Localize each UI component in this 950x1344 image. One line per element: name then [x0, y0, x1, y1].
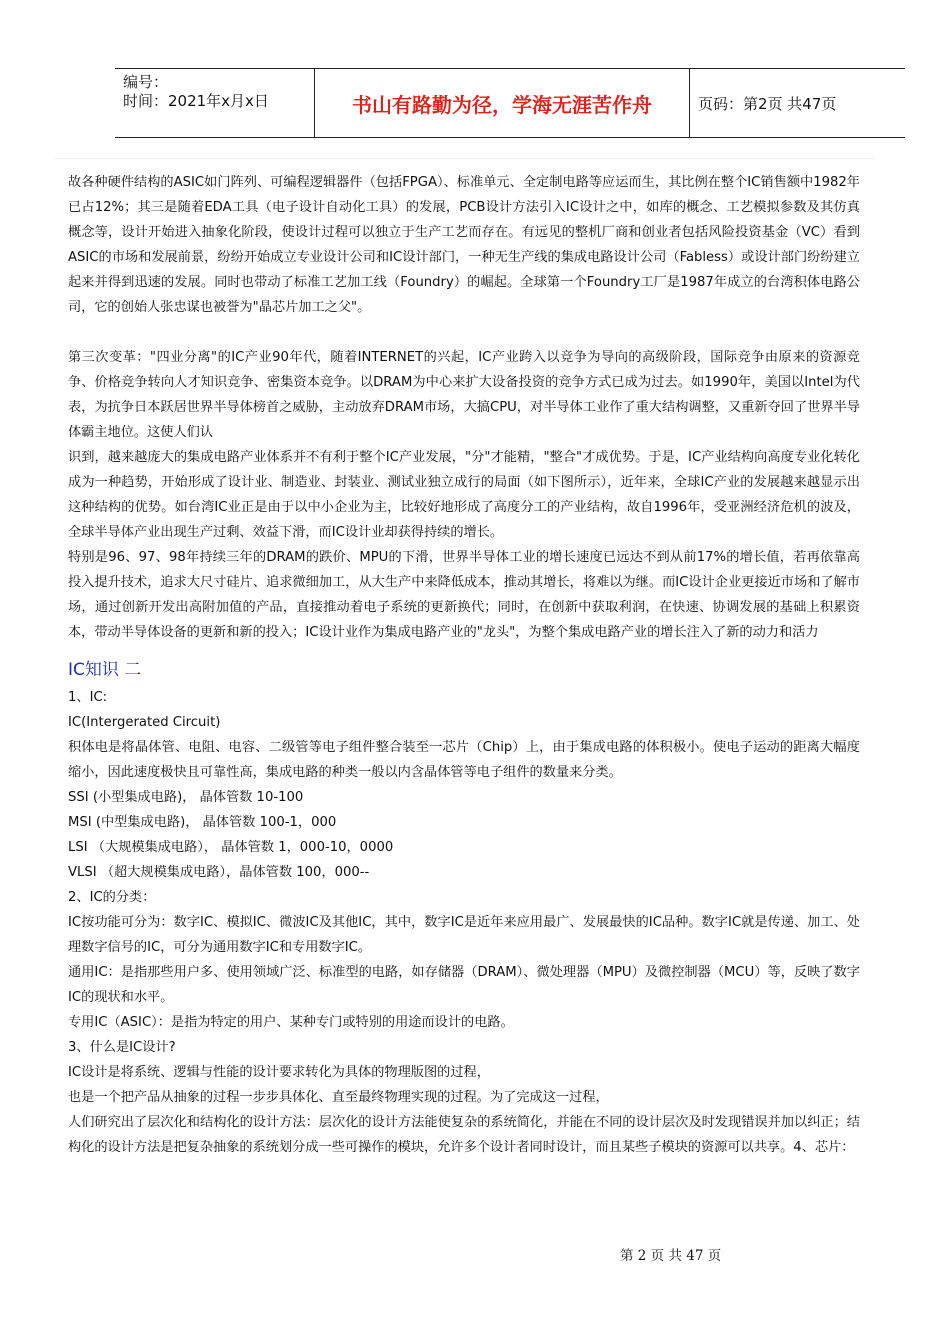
spacer: [68, 320, 860, 345]
line-msi: MSI (中型集成电路)， 晶体管数 100-1，000: [68, 815, 337, 830]
number-label: 编号：: [123, 73, 169, 91]
line-ic-design-2: 也是一个把产品从抽象的过程一步步具体化、直至最终物理实现的过程。为了完成这一过程，: [68, 1090, 609, 1105]
top-divider: [55, 158, 875, 159]
paragraph-1: 故各种硬件结构的ASIC如门阵列、可编程逻辑器件（包括FPGA）、标准单元、全定制电路等应运而生，其比例在整个IC销售额中1982年已占12%；其三是随着EDA工具（电子设计自动化工具）的发展，PCB设计方法引入IC设计之中，如库的概念、工艺模拟参数及其仿真概念等，设计开始进入抽象化阶段，使设计过程可以独立于生产工艺而存在。有远见的整机厂商和创业者包括风险投资基金（VC）看到ASIC的市场和发展前景，纷纷开始成立专业设计公司和IC设计部门，一种无生产线的集成电路设计公司（Fabless）或设计部门纷纷建立起来并得到迅速的发展。同时也带动了标准工艺加工线（Foundry）的崛起。全球第一个Foundry工厂是1987年成立的台湾积体电路公司，它的创始人张忠谋也被誉为"晶芯片加工之父"。: [68, 175, 860, 315]
line-vlsi: VLSI （超大规模集成电路），晶体管数 100，000--: [68, 865, 370, 880]
document-body: [68, 170, 860, 1160]
line-ic-design-3: 人们研究出了层次化和结构化的设计方法：层次化的设计方法能使复杂的系统简化，并能在不同的设计层次及时发现错误并加以纠正；结构化的设计方法是把复杂抽象的系统划分成一些可操作的模块，允许多个设计者同时设计，而且某些子模块的资源可以共享。4、芯片：: [68, 1115, 860, 1155]
line-ic-definition: 积体电是将晶体管、电阻、电容、二级管等电子组件整合装至一芯片（Chip）上，由于集成电路的体积极小。使电子运动的距离大幅度缩小，因此速度极快且可靠性高，集成电路的种类一般以内含晶体管等电子组件的数量来分类。: [68, 740, 860, 780]
header-meta: [115, 69, 315, 137]
line-ic-design-heading: 3、什么是IC设计?: [68, 1040, 176, 1055]
line-ic-heading: 1、IC:: [68, 690, 108, 705]
line-lsi: LSI （大规模集成电路）， 晶体管数 1，000-10，0000: [68, 840, 394, 855]
line-classification: IC按功能可分为：数字IC、模拟IC、微波IC及其他IC，其中，数字IC是近年来应用最广、发展最快的IC品种。数字IC就是传递、加工、处理数字信号的IC，可分为通用数字IC和专用数字IC。: [68, 915, 860, 955]
line-asic: 专用IC（ASIC）：是指为特定的用户、某种专门或特别的用途而设计的电路。: [68, 1015, 514, 1030]
paragraph-2: 第三次变革："四业分离"的IC产业90年代，随着INTERNET的兴起，IC产业跨入以竞争为导向的高级阶段，国际竞争由原来的资源竞争、价格竞争转向人才知识竞争、密集资本竞争。以DRAM为中心来扩大设备投资的竞争方式已成为过去。如1990年，美国以Intel为代表，为抗争日本跃居世界半导体榜首之威胁，主动放弃DRAM市场，大搞CPU，对半导体工业作了重大结构调整，又重新夺回了世界半导体霸主地位。这使人们认: [68, 350, 860, 440]
time-label: 时间：2021年x月x日: [123, 92, 269, 110]
paragraph-4: 特别是96、97、98年持续三年的DRAM的跌价、MPU的下滑，世界半导体工业的增长速度已远达不到从前17%的增长值，若再依靠高投入提升技术，追求大尺寸硅片、追求微细加工，从大生产中来降低成本，推动其增长，将难以为继。而IC设计企业更接近市场和了解市场，通过创新开发出高附加值的产品，直接推动着电子系统的更新换代；同时，在创新中获取利润，在快速、协调发展的基础上积累资本，带动半导体设备的更新和新的投入；IC设计业作为集成电路产业的"龙头"，为整个集成电路产业的增长注入了新的动力和活力: [68, 550, 860, 640]
line-ssi: SSI (小型集成电路)， 晶体管数 10-100: [68, 790, 304, 805]
page-header: [115, 68, 905, 138]
section-title: IC知识 二: [68, 660, 142, 680]
line-ic-fullname: IC(Intergerated Circuit): [68, 715, 221, 730]
header-motto: 书山有路勤为径，学海无涯苦作舟: [315, 69, 690, 137]
line-ic-design-1: IC设计是将系统、逻辑与性能的设计要求转化为具体的物理版图的过程，: [68, 1065, 490, 1080]
paragraph-3: 识到，越来越庞大的集成电路产业体系并不有利于整个IC产业发展，"分"才能精，"整合"才成优势。于是，IC产业结构向高度专业化转化成为一种趋势，开始形成了设计业、制造业、封装业、测试业独立成行的局面（如下图所示），近年来，全球IC产业的发展越来越显示出这种结构的优势。如台湾IC业正是由于以中小企业为主，比较好地形成了高度分工的产业结构，故自1996年，受亚洲经济危机的波及，全球半导体产业出现生产过剩、效益下滑，而IC设计业却获得持续的增长。: [68, 450, 860, 540]
line-general-ic: 通用IC：是指那些用户多、使用领域广泛、标准型的电路，如存储器（DRAM）、微处理器（MPU）及微控制器（MCU）等，反映了数字IC的现状和水平。: [68, 965, 860, 1005]
line-classification-heading: 2、IC的分类：: [68, 890, 156, 905]
header-page-info: 页码：第2页 共47页: [698, 94, 837, 113]
page-footer: 第 2 页 共 47 页: [620, 1248, 722, 1264]
